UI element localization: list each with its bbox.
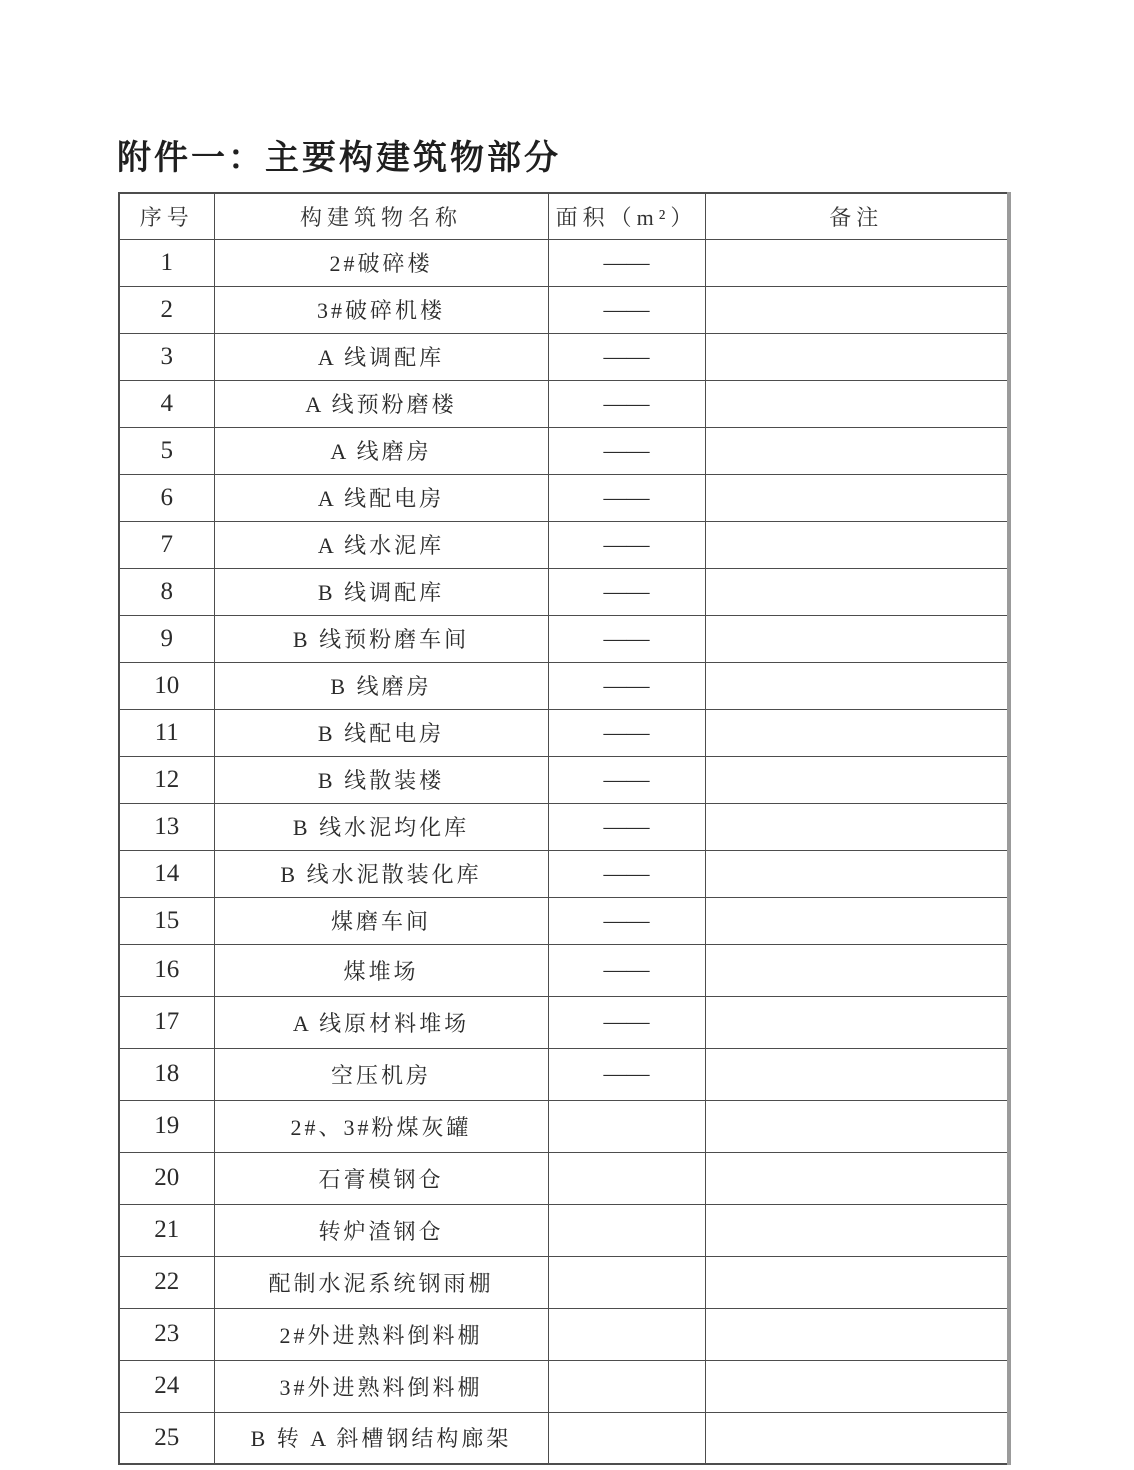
building-name-cell: B 线调配库 [214, 568, 548, 615]
building-name-cell: A 线预粉磨楼 [214, 380, 548, 427]
remark-cell [705, 996, 1009, 1048]
building-name-cell: A 线原材料堆场 [214, 996, 548, 1048]
remark-cell [705, 286, 1009, 333]
building-name-cell: 转炉渣钢仓 [214, 1204, 548, 1256]
table-header-row [119, 193, 1009, 239]
table-row [119, 1204, 1009, 1256]
row-index-cell: 21 [119, 1204, 214, 1256]
row-index-cell: 4 [119, 380, 214, 427]
building-name-cell: 2#外进熟料倒料棚 [214, 1308, 548, 1360]
remark-cell [705, 615, 1009, 662]
building-name-cell: B 线散装楼 [214, 756, 548, 803]
row-index-cell: 9 [119, 615, 214, 662]
building-name-cell: B 线水泥均化库 [214, 803, 548, 850]
building-name-cell: 配制水泥系统钢雨棚 [214, 1256, 548, 1308]
page-title: 附件一：主要构建筑物部分 [117, 140, 561, 177]
building-name-cell: 煤磨车间 [214, 897, 548, 944]
remark-cell [705, 944, 1009, 996]
table-row [119, 897, 1009, 944]
remark-cell [705, 897, 1009, 944]
building-name-cell: 2#破碎楼 [214, 239, 548, 286]
remark-cell [705, 1412, 1009, 1464]
area-cell: —— [548, 521, 705, 568]
row-index-cell: 13 [119, 803, 214, 850]
building-name-cell: 空压机房 [214, 1048, 548, 1100]
row-index-cell: 16 [119, 944, 214, 996]
area-cell: —— [548, 662, 705, 709]
row-index-cell: 1 [119, 239, 214, 286]
building-name-cell: B 线配电房 [214, 709, 548, 756]
building-name-cell: 煤堆场 [214, 944, 548, 996]
area-cell: —— [548, 239, 705, 286]
remark-cell [705, 521, 1009, 568]
area-cell [548, 1360, 705, 1412]
table-row [119, 1152, 1009, 1204]
remark-cell [705, 662, 1009, 709]
row-index-cell: 14 [119, 850, 214, 897]
building-name-cell: B 线磨房 [214, 662, 548, 709]
building-name-cell: 3#破碎机楼 [214, 286, 548, 333]
building-name-cell: A 线水泥库 [214, 521, 548, 568]
area-cell: —— [548, 474, 705, 521]
row-index-cell: 7 [119, 521, 214, 568]
table-body [119, 239, 1009, 1464]
area-cell: —— [548, 709, 705, 756]
area-cell: —— [548, 850, 705, 897]
area-cell [548, 1152, 705, 1204]
area-cell: —— [548, 615, 705, 662]
table-row [119, 427, 1009, 474]
table-row [119, 996, 1009, 1048]
row-index-cell: 12 [119, 756, 214, 803]
table-row [119, 1412, 1009, 1464]
remark-cell [705, 709, 1009, 756]
table-row [119, 756, 1009, 803]
area-cell: —— [548, 803, 705, 850]
remark-cell [705, 1100, 1009, 1152]
column-header-building-name: 构建筑物名称 [214, 193, 548, 239]
column-header-remark: 备注 [705, 193, 1009, 239]
table-row [119, 944, 1009, 996]
row-index-cell: 10 [119, 662, 214, 709]
remark-cell [705, 568, 1009, 615]
building-name-cell: B 转 A 斜槽钢结构廊架 [214, 1412, 548, 1464]
remark-cell [705, 474, 1009, 521]
remark-cell [705, 427, 1009, 474]
building-name-cell: 石膏模钢仓 [214, 1152, 548, 1204]
remark-cell [705, 1360, 1009, 1412]
remark-cell [705, 1048, 1009, 1100]
row-index-cell: 17 [119, 996, 214, 1048]
row-index-cell: 2 [119, 286, 214, 333]
area-cell: —— [548, 1048, 705, 1100]
row-index-cell: 15 [119, 897, 214, 944]
area-cell: —— [548, 944, 705, 996]
area-cell [548, 1256, 705, 1308]
row-index-cell: 8 [119, 568, 214, 615]
table-row [119, 239, 1009, 286]
table-row [119, 1100, 1009, 1152]
remark-cell [705, 803, 1009, 850]
table-row [119, 615, 1009, 662]
row-index-cell: 25 [119, 1412, 214, 1464]
area-cell [548, 1100, 705, 1152]
table-row [119, 1048, 1009, 1100]
remark-cell [705, 333, 1009, 380]
column-header-area: 面积（m²） [548, 193, 705, 239]
remark-cell [705, 756, 1009, 803]
table-row [119, 380, 1009, 427]
area-cell: —— [548, 286, 705, 333]
table-row [119, 568, 1009, 615]
area-cell [548, 1204, 705, 1256]
table-row [119, 474, 1009, 521]
table-row [119, 1360, 1009, 1412]
remark-cell [705, 380, 1009, 427]
area-cell [548, 1308, 705, 1360]
remark-cell [705, 239, 1009, 286]
remark-cell [705, 850, 1009, 897]
building-name-cell: B 线预粉磨车间 [214, 615, 548, 662]
remark-cell [705, 1256, 1009, 1308]
area-cell: —— [548, 568, 705, 615]
building-name-cell: B 线水泥散装化库 [214, 850, 548, 897]
row-index-cell: 24 [119, 1360, 214, 1412]
table-row [119, 709, 1009, 756]
area-cell: —— [548, 756, 705, 803]
buildings-table [118, 192, 1011, 1465]
table-row [119, 1256, 1009, 1308]
table-row [119, 521, 1009, 568]
row-index-cell: 22 [119, 1256, 214, 1308]
remark-cell [705, 1308, 1009, 1360]
table-row [119, 1308, 1009, 1360]
area-cell: —— [548, 380, 705, 427]
area-cell [548, 1412, 705, 1464]
building-name-cell: A 线调配库 [214, 333, 548, 380]
row-index-cell: 11 [119, 709, 214, 756]
building-name-cell: A 线配电房 [214, 474, 548, 521]
row-index-cell: 19 [119, 1100, 214, 1152]
row-index-cell: 23 [119, 1308, 214, 1360]
row-index-cell: 5 [119, 427, 214, 474]
building-name-cell: 2#、3#粉煤灰罐 [214, 1100, 548, 1152]
table-row [119, 803, 1009, 850]
column-header-index: 序号 [119, 193, 214, 239]
row-index-cell: 20 [119, 1152, 214, 1204]
table-header [119, 193, 1009, 239]
area-cell: —— [548, 333, 705, 380]
area-cell: —— [548, 996, 705, 1048]
row-index-cell: 3 [119, 333, 214, 380]
table-row [119, 333, 1009, 380]
remark-cell [705, 1204, 1009, 1256]
remark-cell [705, 1152, 1009, 1204]
table-row [119, 286, 1009, 333]
building-name-cell: A 线磨房 [214, 427, 548, 474]
table-row [119, 850, 1009, 897]
area-cell: —— [548, 427, 705, 474]
row-index-cell: 18 [119, 1048, 214, 1100]
table-row [119, 662, 1009, 709]
area-cell: —— [548, 897, 705, 944]
building-name-cell: 3#外进熟料倒料棚 [214, 1360, 548, 1412]
row-index-cell: 6 [119, 474, 214, 521]
